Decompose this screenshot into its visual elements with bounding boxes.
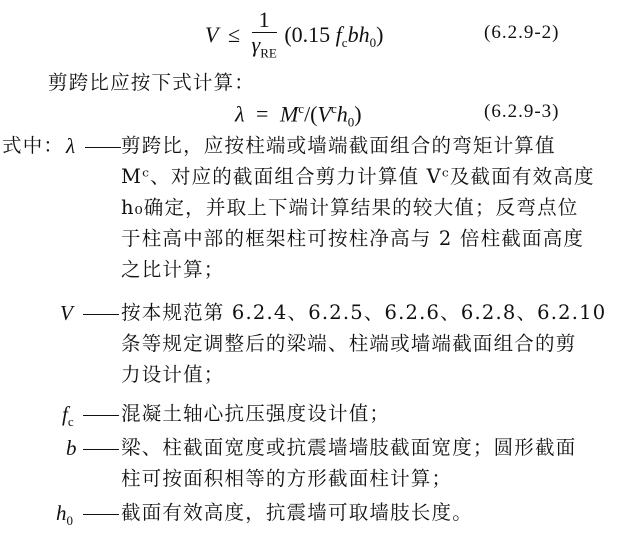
h-subscript-2: 0 <box>347 114 355 130</box>
h-subscript: 0 <box>369 35 377 51</box>
slash-paren: /( <box>304 101 318 127</box>
bh-symbol: bh <box>347 21 370 47</box>
def-dash-h0 <box>83 514 119 515</box>
def-h0-line-1: 截面有效高度，抗震墙可取墙肢长度。 <box>121 501 473 524</box>
def-lambda-line-5: 之比计算； <box>121 258 225 281</box>
equals-symbol: = <box>256 101 269 127</box>
f-subscript: c <box>341 35 348 51</box>
def-v-line-2: 条等规定调整后的梁端、柱端或墙端截面组合的剪 <box>121 332 577 355</box>
intro-text: 剪跨比应按下式计算： <box>48 71 256 94</box>
def-symbol-fc: $f_c$ <box>62 402 74 430</box>
def-dash-lambda <box>85 147 121 148</box>
equation-number-3: (6.2.9-3) <box>484 101 560 122</box>
def-dash-fc <box>83 415 119 416</box>
v-superscript: c <box>330 101 337 116</box>
paren-open: (0.15 <box>284 21 331 47</box>
def-lambda-line-2: Mᶜ、对应的截面组合剪力计算值 Vᶜ及截面有效高度 <box>121 165 595 188</box>
def-symbol-h0: $h_0$ <box>56 501 73 529</box>
def-symbol-lambda: λ <box>66 134 76 158</box>
def-fc-line-1: 混凝土轴心抗压强度设计值； <box>121 402 391 425</box>
fraction <box>252 8 277 65</box>
paren-close: ) <box>376 21 384 47</box>
m-symbol: M <box>279 101 299 127</box>
def-lambda-line-4: 于柱高中部的框架柱可按柱净高与 2 倍柱截面高度 <box>121 227 585 250</box>
def-dash-b <box>83 449 119 450</box>
def-lambda-line-1: 剪跨比，应按柱端或墙端截面组合的弯矩计算值 <box>121 134 556 157</box>
formula-lhs-v: V <box>205 21 219 47</box>
leq-symbol: ≤ <box>227 21 241 47</box>
def-v-line-3: 力设计值； <box>121 363 225 386</box>
f-symbol: f <box>335 21 342 47</box>
equation-number-2: (6.2.9-2) <box>484 22 560 43</box>
fraction-numerator: 1 <box>252 8 277 33</box>
lambda-symbol: λ <box>235 101 245 127</box>
def-b-line-1: 梁、柱截面宽度或抗震墙墙肢截面宽度；圆形截面 <box>121 436 577 459</box>
def-symbol-b: b <box>66 436 77 460</box>
formula-6-2-9-3 <box>235 101 362 131</box>
m-superscript: c <box>298 101 305 116</box>
def-b-line-2: 柱可按面积相等的方形截面柱计算； <box>121 467 453 490</box>
h-symbol: h <box>336 101 348 127</box>
fraction-denominator: $\gamma_{RE}$ <box>251 32 277 61</box>
v-symbol: V <box>317 101 331 127</box>
def-v-line-1: 按本规范第 6.2.4、6.2.5、6.2.6、6.2.8、6.2.10 <box>121 301 607 324</box>
def-lambda-line-3: h₀确定，并取上下端计算结果的较大值；反弯点位 <box>121 196 579 219</box>
close-paren: ) <box>354 101 362 127</box>
def-symbol-v: V <box>60 301 73 325</box>
where-label: 式中： <box>2 134 65 157</box>
def-dash-v <box>83 314 119 315</box>
formula-6-2-9-2 <box>205 8 383 65</box>
